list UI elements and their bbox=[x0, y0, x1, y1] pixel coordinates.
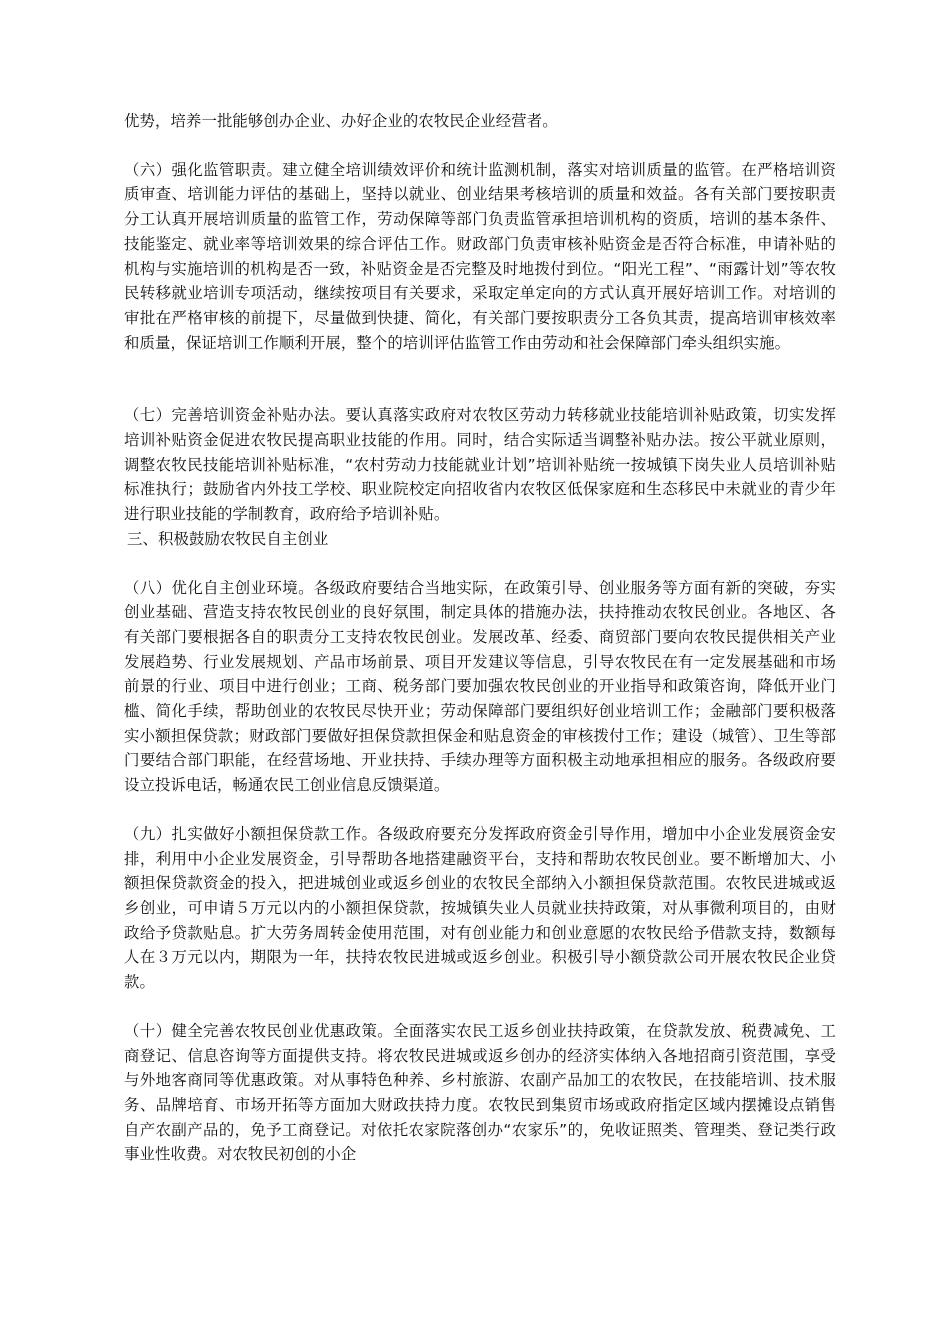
paragraph-section-7: （七）完善培训资金补贴办法。要认真落实政府对农牧区劳动力转移就业技能培训补贴政策，切实发挥培训补贴资金促进农牧民提高职业技能的作用。同时，结合实际适当调整补贴办法。按公平就业原则，调整农牧民技能培训补贴标准，“农村劳动力技能就业计划”培训补贴统一按城镇下岗失业人员培训补贴标准执行；鼓励省内外技工学校、职业院校定向招收省内农牧区低保家庭和生态移民中未就业的青少年进行职业技能的学制教育，政府给予培训补贴。 bbox=[124, 406, 836, 524]
paragraph-section-9: （九）扎实做好小额担保贷款工作。各级政府要充分发挥政府资金引导作用，增加中小企业发展资金安排，利用中小企业发展资金，引导帮助各地搭建融资平台，支持和帮助农牧民创业。要不断增加大、小额担保贷款资金的投入，把进城创业或返乡创业的农牧民全部纳入小额担保贷款范围。农牧民进城或返乡创业，可申请５万元以内的小额担保贷款，按城镇失业人员就业扶持政策，对从事微利项目的，由财政给予贷款贴息。扩大劳务周转金使用范围，对有创业能力和创业意愿的农牧民给予借款支持，数额每人在３万元以内，期限为一年，扶持农牧民进城或返乡创业。积极引导小额贷款公司开展农牧民企业贷款。 bbox=[124, 824, 836, 992]
paragraph-section-8: （八）优化自主创业环境。各级政府要结合当地实际，在政策引导、创业服务等方面有新的突破，夯实创业基础、营造支持农牧民创业的良好氛围，制定具体的措施办法，扶持推动农牧民创业。各地区、各有关部门要根据各自的职责分工支持农牧民创业。发展改革、经委、商贸部门要向农牧民提供相关产业发展趋势、行业发展规划、产品市场前景、项目开发建议等信息，引导农牧民在有一定发展基础和市场前景的行业、项目中进行创业；工商、税务部门要加强农牧民创业的开业指导和政策咨询，降低开业门槛、简化手续，帮助创业的农牧民尽快开业；劳动保障部门要组织好创业培训工作；金融部门要积极落实小额担保贷款；财政部门要做好担保贷款担保金和贴息资金的审核拨付工作；建设（城管）、卫生等部门要结合部门职能，在经营场地、开业扶持、手续办理等方面积极主动地承担相应的服务。各级政府要设立投诉电话，畅通农民工创业信息反馈渠道。 bbox=[124, 578, 836, 795]
paragraph-section-6: （六）强化监管职责。建立健全培训绩效评价和统计监测机制，落实对培训质量的监管。在严格培训资质审查、培训能力评估的基础上，坚持以就业、创业结果考核培训的质量和效益。各有关部门要按职责分工认真开展培训质量的监管工作，劳动保障等部门负责监管承担培训机构的资质，培训的基本条件、技能鉴定、就业率等培训效果的综合评估工作。财政部门负责审核补贴资金是否符合标准，申请补贴的机构与实施培训的机构是否一致，补贴资金是否完整及时地拨付到位。“阳光工程”、“雨露计划”等农牧民转移就业培训专项活动，继续按项目有关要求，采取定单定向的方式认真开展好培训工作。对培训的审批在严格审核的前提下，尽量做到快捷、简化，有关部门要按职责分工各负其责，提高培训审核效率和质量，保证培训工作顺利开展，整个的培训评估监管工作由劳动和社会保障部门牵头组织实施。 bbox=[124, 160, 836, 352]
paragraph-continuation: 优势，培养一批能够创办企业、办好企业的农牧民企业经营者。 bbox=[124, 112, 558, 130]
document-page bbox=[124, 109, 836, 1167]
paragraph-section-10: （十）健全完善农牧民创业优惠政策。全面落实农民工返乡创业扶持政策，在贷款发放、税费减免、工商登记、信息咨询等方面提供支持。将农牧民进城或返乡创办的经济实体纳入各地招商引资范围，享受与外地客商同等优惠政策。对从事特色种养、乡村旅游、农副产品加工的农牧民，在技能培训、技术服务、品牌培育、市场开拓等方面加大财政扶持力度。农牧民到集贸市场或政府指定区域内摆摊设点销售自产农副产品的，免予工商登记。对依托农家院落创办“农家乐”的，免收证照类、管理类、登记类行政事业性收费。对农牧民初创的小企 bbox=[124, 1021, 836, 1164]
section-heading-3: 三、积极鼓励农牧民自主创业 bbox=[127, 529, 329, 548]
